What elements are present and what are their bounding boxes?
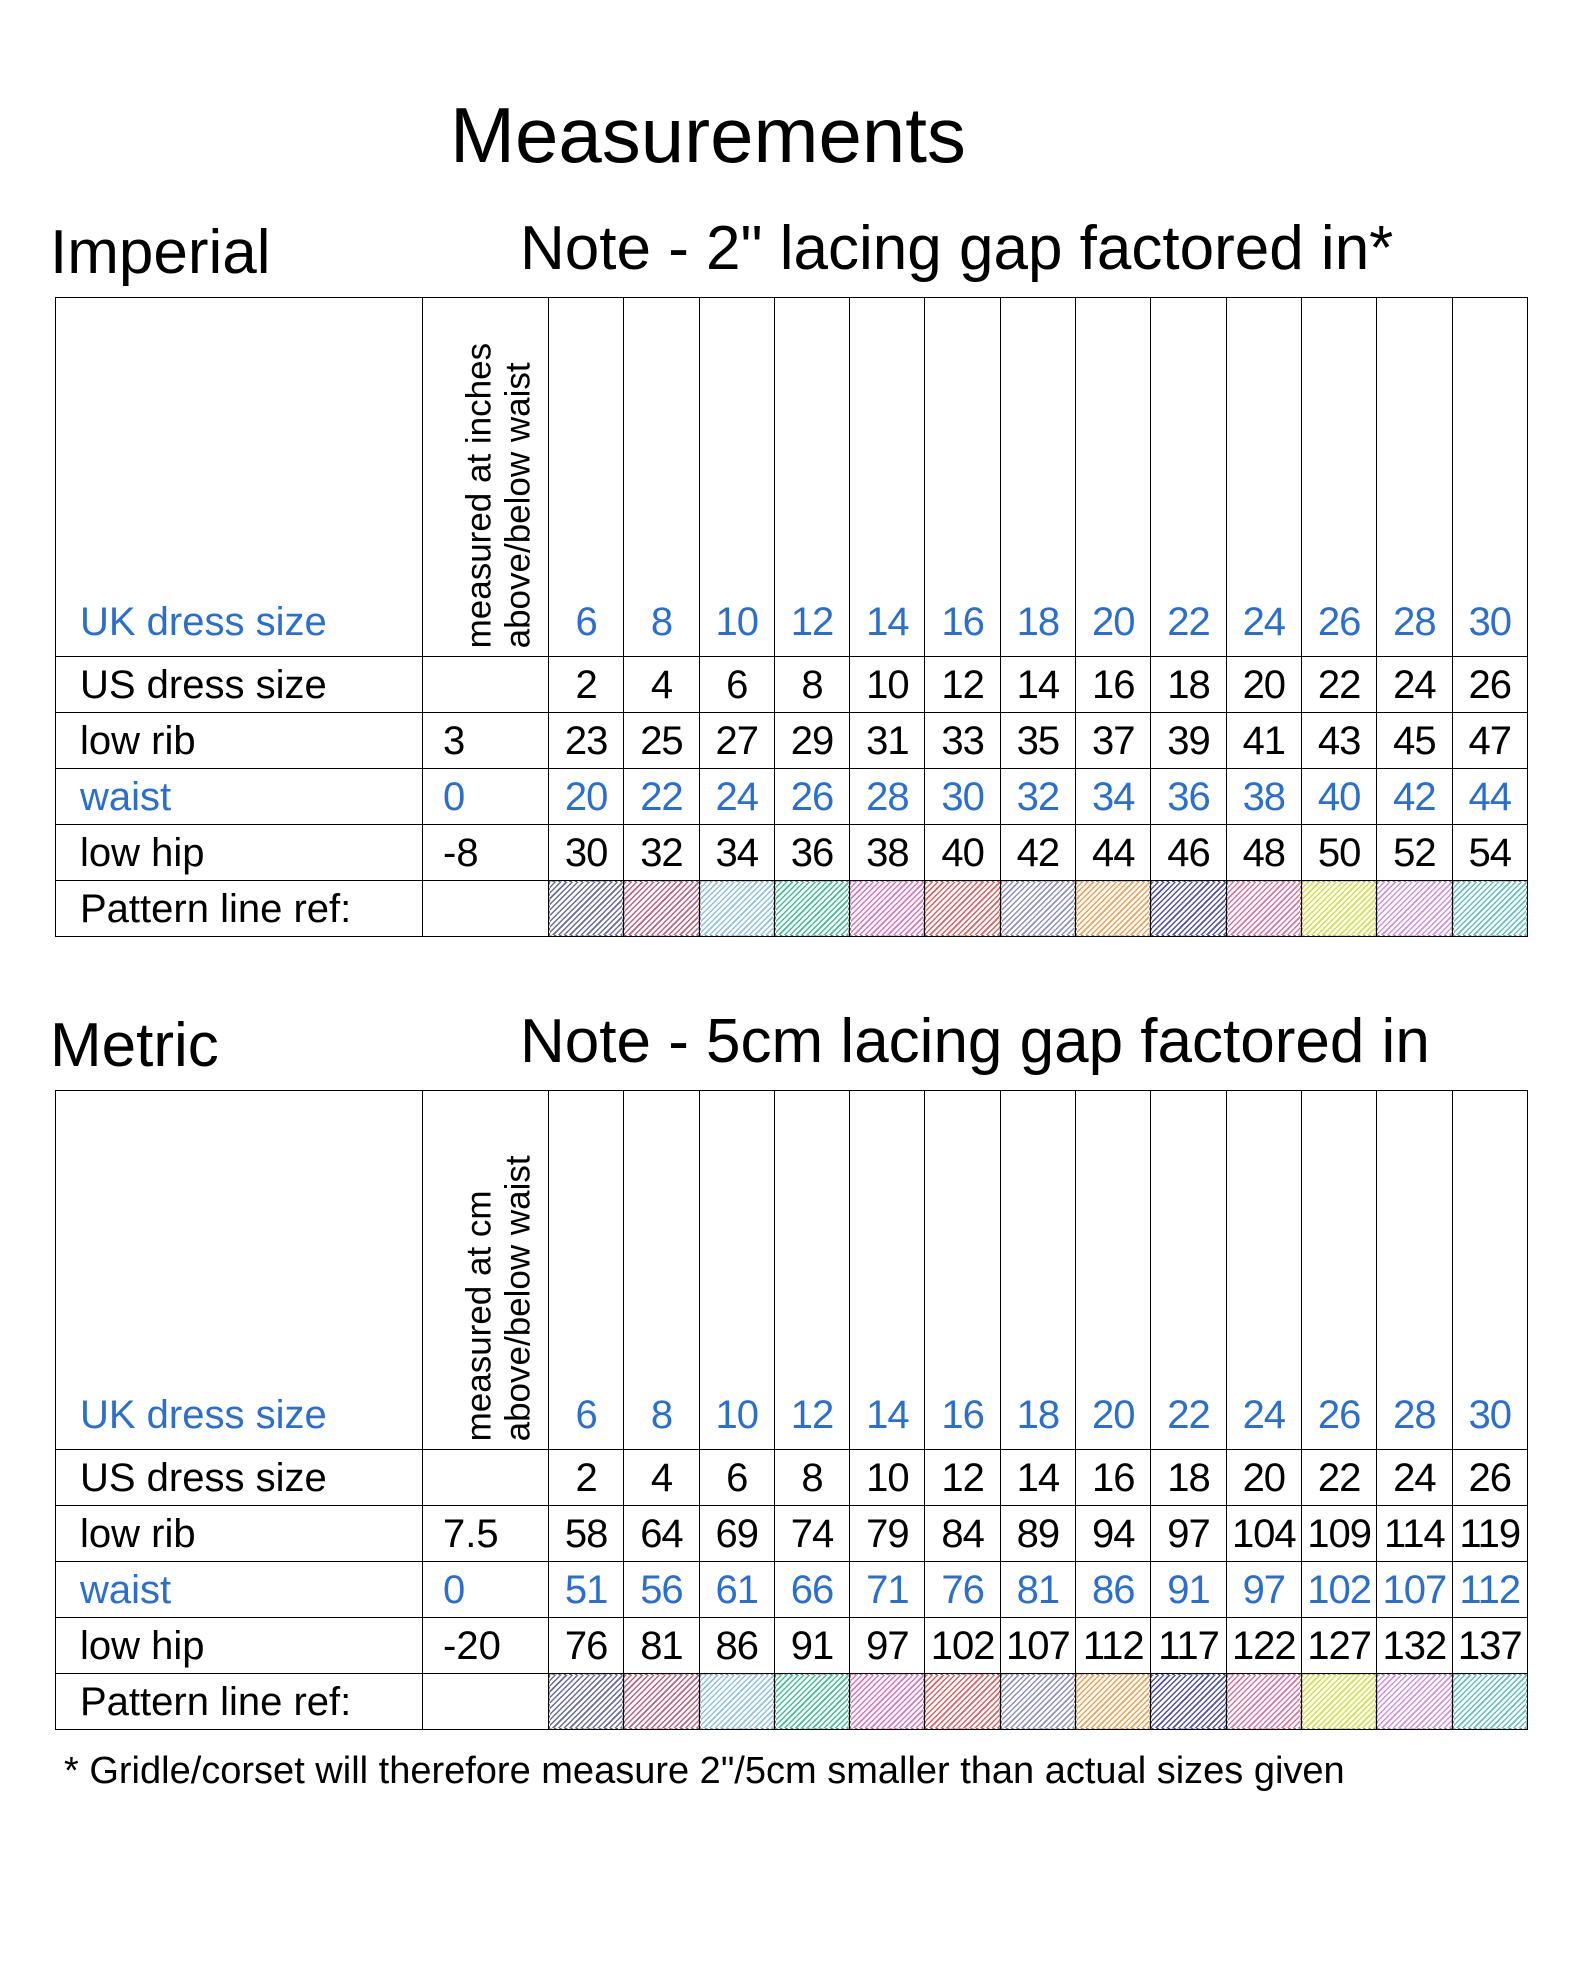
value-cell: 28 <box>1377 1091 1452 1450</box>
value-cell: 16 <box>1076 1450 1151 1506</box>
imperial-row-us <box>56 657 1528 713</box>
value-cell: 30 <box>1452 298 1527 657</box>
value-cell: 27 <box>699 713 774 769</box>
value-cell: 24 <box>1377 1450 1452 1506</box>
pattern-hatch <box>1453 881 1527 936</box>
offset-value: -20 <box>423 1618 549 1674</box>
value-cell: 20 <box>1076 298 1151 657</box>
value-cell: 44 <box>1452 769 1527 825</box>
value-cell: 26 <box>1452 657 1527 713</box>
value-cell: 6 <box>699 1450 774 1506</box>
pattern-hatch <box>1001 881 1075 936</box>
value-cell: 81 <box>1000 1562 1075 1618</box>
row-label: Pattern line ref: <box>56 881 423 937</box>
value-cell: 14 <box>1000 657 1075 713</box>
value-cell: 46 <box>1151 825 1226 881</box>
pattern-hatch <box>1076 1674 1150 1729</box>
offset-header-line: above/below waist <box>498 362 538 648</box>
value-cell: 22 <box>1301 1450 1376 1506</box>
pattern-hatch <box>1076 881 1150 936</box>
value-cell: 24 <box>1226 1091 1301 1450</box>
pattern-hatch <box>1302 1674 1376 1729</box>
row-label: low hip <box>56 825 423 881</box>
value-cell: 34 <box>699 825 774 881</box>
value-cell: 16 <box>925 1091 1000 1450</box>
value-cell: 22 <box>1301 657 1376 713</box>
value-cell: 50 <box>1301 825 1376 881</box>
row-label: low hip <box>56 1618 423 1674</box>
pattern-swatch <box>1151 1674 1226 1730</box>
pattern-swatch <box>1377 1674 1452 1730</box>
value-cell: 91 <box>1151 1562 1226 1618</box>
pattern-hatch <box>1227 1674 1301 1729</box>
value-cell: 26 <box>774 769 849 825</box>
pattern-swatch <box>1301 1674 1376 1730</box>
value-cell: 42 <box>1377 769 1452 825</box>
offset-value: 0 <box>423 769 549 825</box>
value-cell: 58 <box>549 1506 624 1562</box>
metric-table <box>55 1090 1528 1730</box>
value-cell: 86 <box>1076 1562 1151 1618</box>
row-label: low rib <box>56 1506 423 1562</box>
value-cell: 127 <box>1301 1618 1376 1674</box>
value-cell: 2 <box>549 657 624 713</box>
imperial-row-waist <box>56 769 1528 825</box>
value-cell: 24 <box>1226 298 1301 657</box>
value-cell: 14 <box>850 298 925 657</box>
metric-row-uk <box>56 1091 1528 1450</box>
pattern-hatch <box>1453 1674 1527 1729</box>
value-cell: 42 <box>1000 825 1075 881</box>
value-cell: 22 <box>624 769 699 825</box>
pattern-swatch <box>1076 1674 1151 1730</box>
value-cell: 39 <box>1151 713 1226 769</box>
value-cell: 107 <box>1000 1618 1075 1674</box>
value-cell: 35 <box>1000 713 1075 769</box>
pattern-swatch <box>699 881 774 937</box>
imperial-section-label: Imperial <box>50 218 271 287</box>
value-cell: 29 <box>774 713 849 769</box>
value-cell: 37 <box>1076 713 1151 769</box>
pattern-swatch <box>1452 881 1527 937</box>
pattern-swatch <box>549 881 624 937</box>
pattern-hatch <box>1001 1674 1075 1729</box>
value-cell: 14 <box>850 1091 925 1450</box>
value-cell: 132 <box>1377 1618 1452 1674</box>
row-label: waist <box>56 769 423 825</box>
pattern-swatch <box>850 881 925 937</box>
pattern-hatch <box>624 881 698 936</box>
value-cell: 4 <box>624 1450 699 1506</box>
value-cell: 16 <box>1076 657 1151 713</box>
value-cell: 64 <box>624 1506 699 1562</box>
value-cell: 31 <box>850 713 925 769</box>
value-cell: 117 <box>1151 1618 1226 1674</box>
value-cell: 28 <box>850 769 925 825</box>
pattern-swatch <box>1000 1674 1075 1730</box>
value-cell: 22 <box>1151 1091 1226 1450</box>
value-cell: 32 <box>624 825 699 881</box>
value-cell: 8 <box>774 657 849 713</box>
row-label: UK dress size <box>56 1091 423 1450</box>
value-cell: 137 <box>1452 1618 1527 1674</box>
value-cell: 2 <box>549 1450 624 1506</box>
value-cell: 10 <box>699 298 774 657</box>
value-cell: 20 <box>549 769 624 825</box>
row-label: UK dress size <box>56 298 423 657</box>
value-cell: 69 <box>699 1506 774 1562</box>
offset-value: -8 <box>423 825 549 881</box>
value-cell: 10 <box>850 1450 925 1506</box>
pattern-swatch <box>1151 881 1226 937</box>
value-cell: 79 <box>850 1506 925 1562</box>
pattern-hatch <box>775 1674 849 1729</box>
pattern-swatch <box>699 1674 774 1730</box>
pattern-hatch <box>850 1674 924 1729</box>
value-cell: 20 <box>1226 657 1301 713</box>
pattern-hatch <box>1302 881 1376 936</box>
value-cell: 6 <box>549 1091 624 1450</box>
row-label: Pattern line ref: <box>56 1674 423 1730</box>
value-cell: 8 <box>624 298 699 657</box>
imperial-table <box>55 297 1528 937</box>
offset-header <box>423 1091 549 1450</box>
pattern-swatch <box>1377 881 1452 937</box>
imperial-row-low-rib <box>56 713 1528 769</box>
pattern-swatch <box>850 1674 925 1730</box>
value-cell: 6 <box>549 298 624 657</box>
value-cell: 22 <box>1151 298 1226 657</box>
value-cell: 66 <box>774 1562 849 1618</box>
pattern-hatch <box>1377 1674 1451 1729</box>
value-cell: 102 <box>925 1618 1000 1674</box>
pattern-hatch <box>700 881 774 936</box>
value-cell: 25 <box>624 713 699 769</box>
value-cell: 74 <box>774 1506 849 1562</box>
pattern-hatch <box>775 881 849 936</box>
value-cell: 44 <box>1076 825 1151 881</box>
value-cell: 24 <box>1377 657 1452 713</box>
value-cell: 36 <box>774 825 849 881</box>
pattern-hatch <box>624 1674 698 1729</box>
pattern-swatch <box>549 1674 624 1730</box>
value-cell: 86 <box>699 1618 774 1674</box>
pattern-hatch <box>1227 881 1301 936</box>
pattern-hatch <box>549 881 623 936</box>
pattern-hatch <box>925 881 999 936</box>
value-cell: 56 <box>624 1562 699 1618</box>
offset-cell <box>423 1674 549 1730</box>
value-cell: 40 <box>925 825 1000 881</box>
offset-header-line: measured at inches <box>459 342 499 648</box>
value-cell: 8 <box>624 1091 699 1450</box>
value-cell: 20 <box>1226 1450 1301 1506</box>
value-cell: 12 <box>925 1450 1000 1506</box>
pattern-swatch <box>774 1674 849 1730</box>
offset-value: 3 <box>423 713 549 769</box>
pattern-swatch <box>1301 881 1376 937</box>
value-cell: 4 <box>624 657 699 713</box>
value-cell: 18 <box>1151 1450 1226 1506</box>
row-label: low rib <box>56 713 423 769</box>
imperial-row-uk <box>56 298 1528 657</box>
value-cell: 34 <box>1076 769 1151 825</box>
value-cell: 38 <box>850 825 925 881</box>
value-cell: 30 <box>1452 1091 1527 1450</box>
pattern-hatch <box>1151 1674 1225 1729</box>
value-cell: 43 <box>1301 713 1376 769</box>
value-cell: 32 <box>1000 769 1075 825</box>
row-label: waist <box>56 1562 423 1618</box>
offset-header <box>423 298 549 657</box>
value-cell: 23 <box>549 713 624 769</box>
value-cell: 12 <box>774 298 849 657</box>
imperial-row-pattern <box>56 881 1528 937</box>
pattern-hatch <box>549 1674 623 1729</box>
row-label: US dress size <box>56 1450 423 1506</box>
offset-header-text <box>459 1155 537 1441</box>
value-cell: 81 <box>624 1618 699 1674</box>
value-cell: 84 <box>925 1506 1000 1562</box>
value-cell: 26 <box>1301 298 1376 657</box>
metric-row-pattern <box>56 1674 1528 1730</box>
value-cell: 26 <box>1452 1450 1527 1506</box>
pattern-swatch <box>925 1674 1000 1730</box>
value-cell: 71 <box>850 1562 925 1618</box>
offset-header-line: above/below waist <box>498 1155 538 1441</box>
value-cell: 24 <box>699 769 774 825</box>
value-cell: 14 <box>1000 1450 1075 1506</box>
value-cell: 61 <box>699 1562 774 1618</box>
imperial-row-low-hip <box>56 825 1528 881</box>
metric-section-label: Metric <box>50 1011 219 1080</box>
pattern-swatch <box>624 1674 699 1730</box>
value-cell: 10 <box>850 657 925 713</box>
pattern-swatch <box>925 881 1000 937</box>
value-cell: 28 <box>1377 298 1452 657</box>
value-cell: 6 <box>699 657 774 713</box>
value-cell: 109 <box>1301 1506 1376 1562</box>
value-cell: 45 <box>1377 713 1452 769</box>
pattern-swatch <box>1076 881 1151 937</box>
value-cell: 112 <box>1452 1562 1527 1618</box>
pattern-hatch <box>700 1674 774 1729</box>
value-cell: 18 <box>1151 657 1226 713</box>
offset-value <box>423 657 549 713</box>
value-cell: 18 <box>1000 1091 1075 1450</box>
value-cell: 102 <box>1301 1562 1376 1618</box>
offset-value <box>423 1450 549 1506</box>
value-cell: 89 <box>1000 1506 1075 1562</box>
value-cell: 76 <box>549 1618 624 1674</box>
value-cell: 41 <box>1226 713 1301 769</box>
metric-row-waist <box>56 1562 1528 1618</box>
value-cell: 36 <box>1151 769 1226 825</box>
value-cell: 112 <box>1076 1618 1151 1674</box>
offset-value: 7.5 <box>423 1506 549 1562</box>
pattern-hatch <box>925 1674 999 1729</box>
value-cell: 48 <box>1226 825 1301 881</box>
value-cell: 38 <box>1226 769 1301 825</box>
pattern-swatch <box>774 881 849 937</box>
pattern-swatch <box>1452 1674 1527 1730</box>
value-cell: 30 <box>549 825 624 881</box>
offset-cell <box>423 881 549 937</box>
metric-note: Note - 5cm lacing gap factored in <box>520 1007 1430 1076</box>
metric-row-low-rib <box>56 1506 1528 1562</box>
pattern-hatch <box>850 881 924 936</box>
value-cell: 54 <box>1452 825 1527 881</box>
value-cell: 97 <box>1151 1506 1226 1562</box>
metric-row-low-hip <box>56 1618 1528 1674</box>
metric-row-us <box>56 1450 1528 1506</box>
value-cell: 119 <box>1452 1506 1527 1562</box>
row-label: US dress size <box>56 657 423 713</box>
value-cell: 94 <box>1076 1506 1151 1562</box>
value-cell: 122 <box>1226 1618 1301 1674</box>
offset-header-line: measured at cm <box>459 1190 499 1441</box>
value-cell: 97 <box>850 1618 925 1674</box>
footnote: * Gridle/corset will therefore measure 2"/5cm smaller than actual sizes given <box>64 1750 1345 1792</box>
page-title: Measurements <box>450 91 966 179</box>
offset-value: 0 <box>423 1562 549 1618</box>
value-cell: 30 <box>925 769 1000 825</box>
pattern-swatch <box>624 881 699 937</box>
value-cell: 97 <box>1226 1562 1301 1618</box>
value-cell: 12 <box>925 657 1000 713</box>
pattern-swatch <box>1000 881 1075 937</box>
value-cell: 26 <box>1301 1091 1376 1450</box>
value-cell: 76 <box>925 1562 1000 1618</box>
value-cell: 47 <box>1452 713 1527 769</box>
imperial-note: Note - 2" lacing gap factored in* <box>520 214 1394 283</box>
value-cell: 91 <box>774 1618 849 1674</box>
value-cell: 114 <box>1377 1506 1452 1562</box>
value-cell: 51 <box>549 1562 624 1618</box>
pattern-hatch <box>1377 881 1451 936</box>
value-cell: 40 <box>1301 769 1376 825</box>
value-cell: 104 <box>1226 1506 1301 1562</box>
value-cell: 10 <box>699 1091 774 1450</box>
value-cell: 12 <box>774 1091 849 1450</box>
value-cell: 20 <box>1076 1091 1151 1450</box>
pattern-hatch <box>1151 881 1225 936</box>
pattern-swatch <box>1226 1674 1301 1730</box>
offset-header-text <box>459 343 537 648</box>
pattern-swatch <box>1226 881 1301 937</box>
value-cell: 16 <box>925 298 1000 657</box>
value-cell: 8 <box>774 1450 849 1506</box>
value-cell: 33 <box>925 713 1000 769</box>
value-cell: 18 <box>1000 298 1075 657</box>
value-cell: 107 <box>1377 1562 1452 1618</box>
value-cell: 52 <box>1377 825 1452 881</box>
